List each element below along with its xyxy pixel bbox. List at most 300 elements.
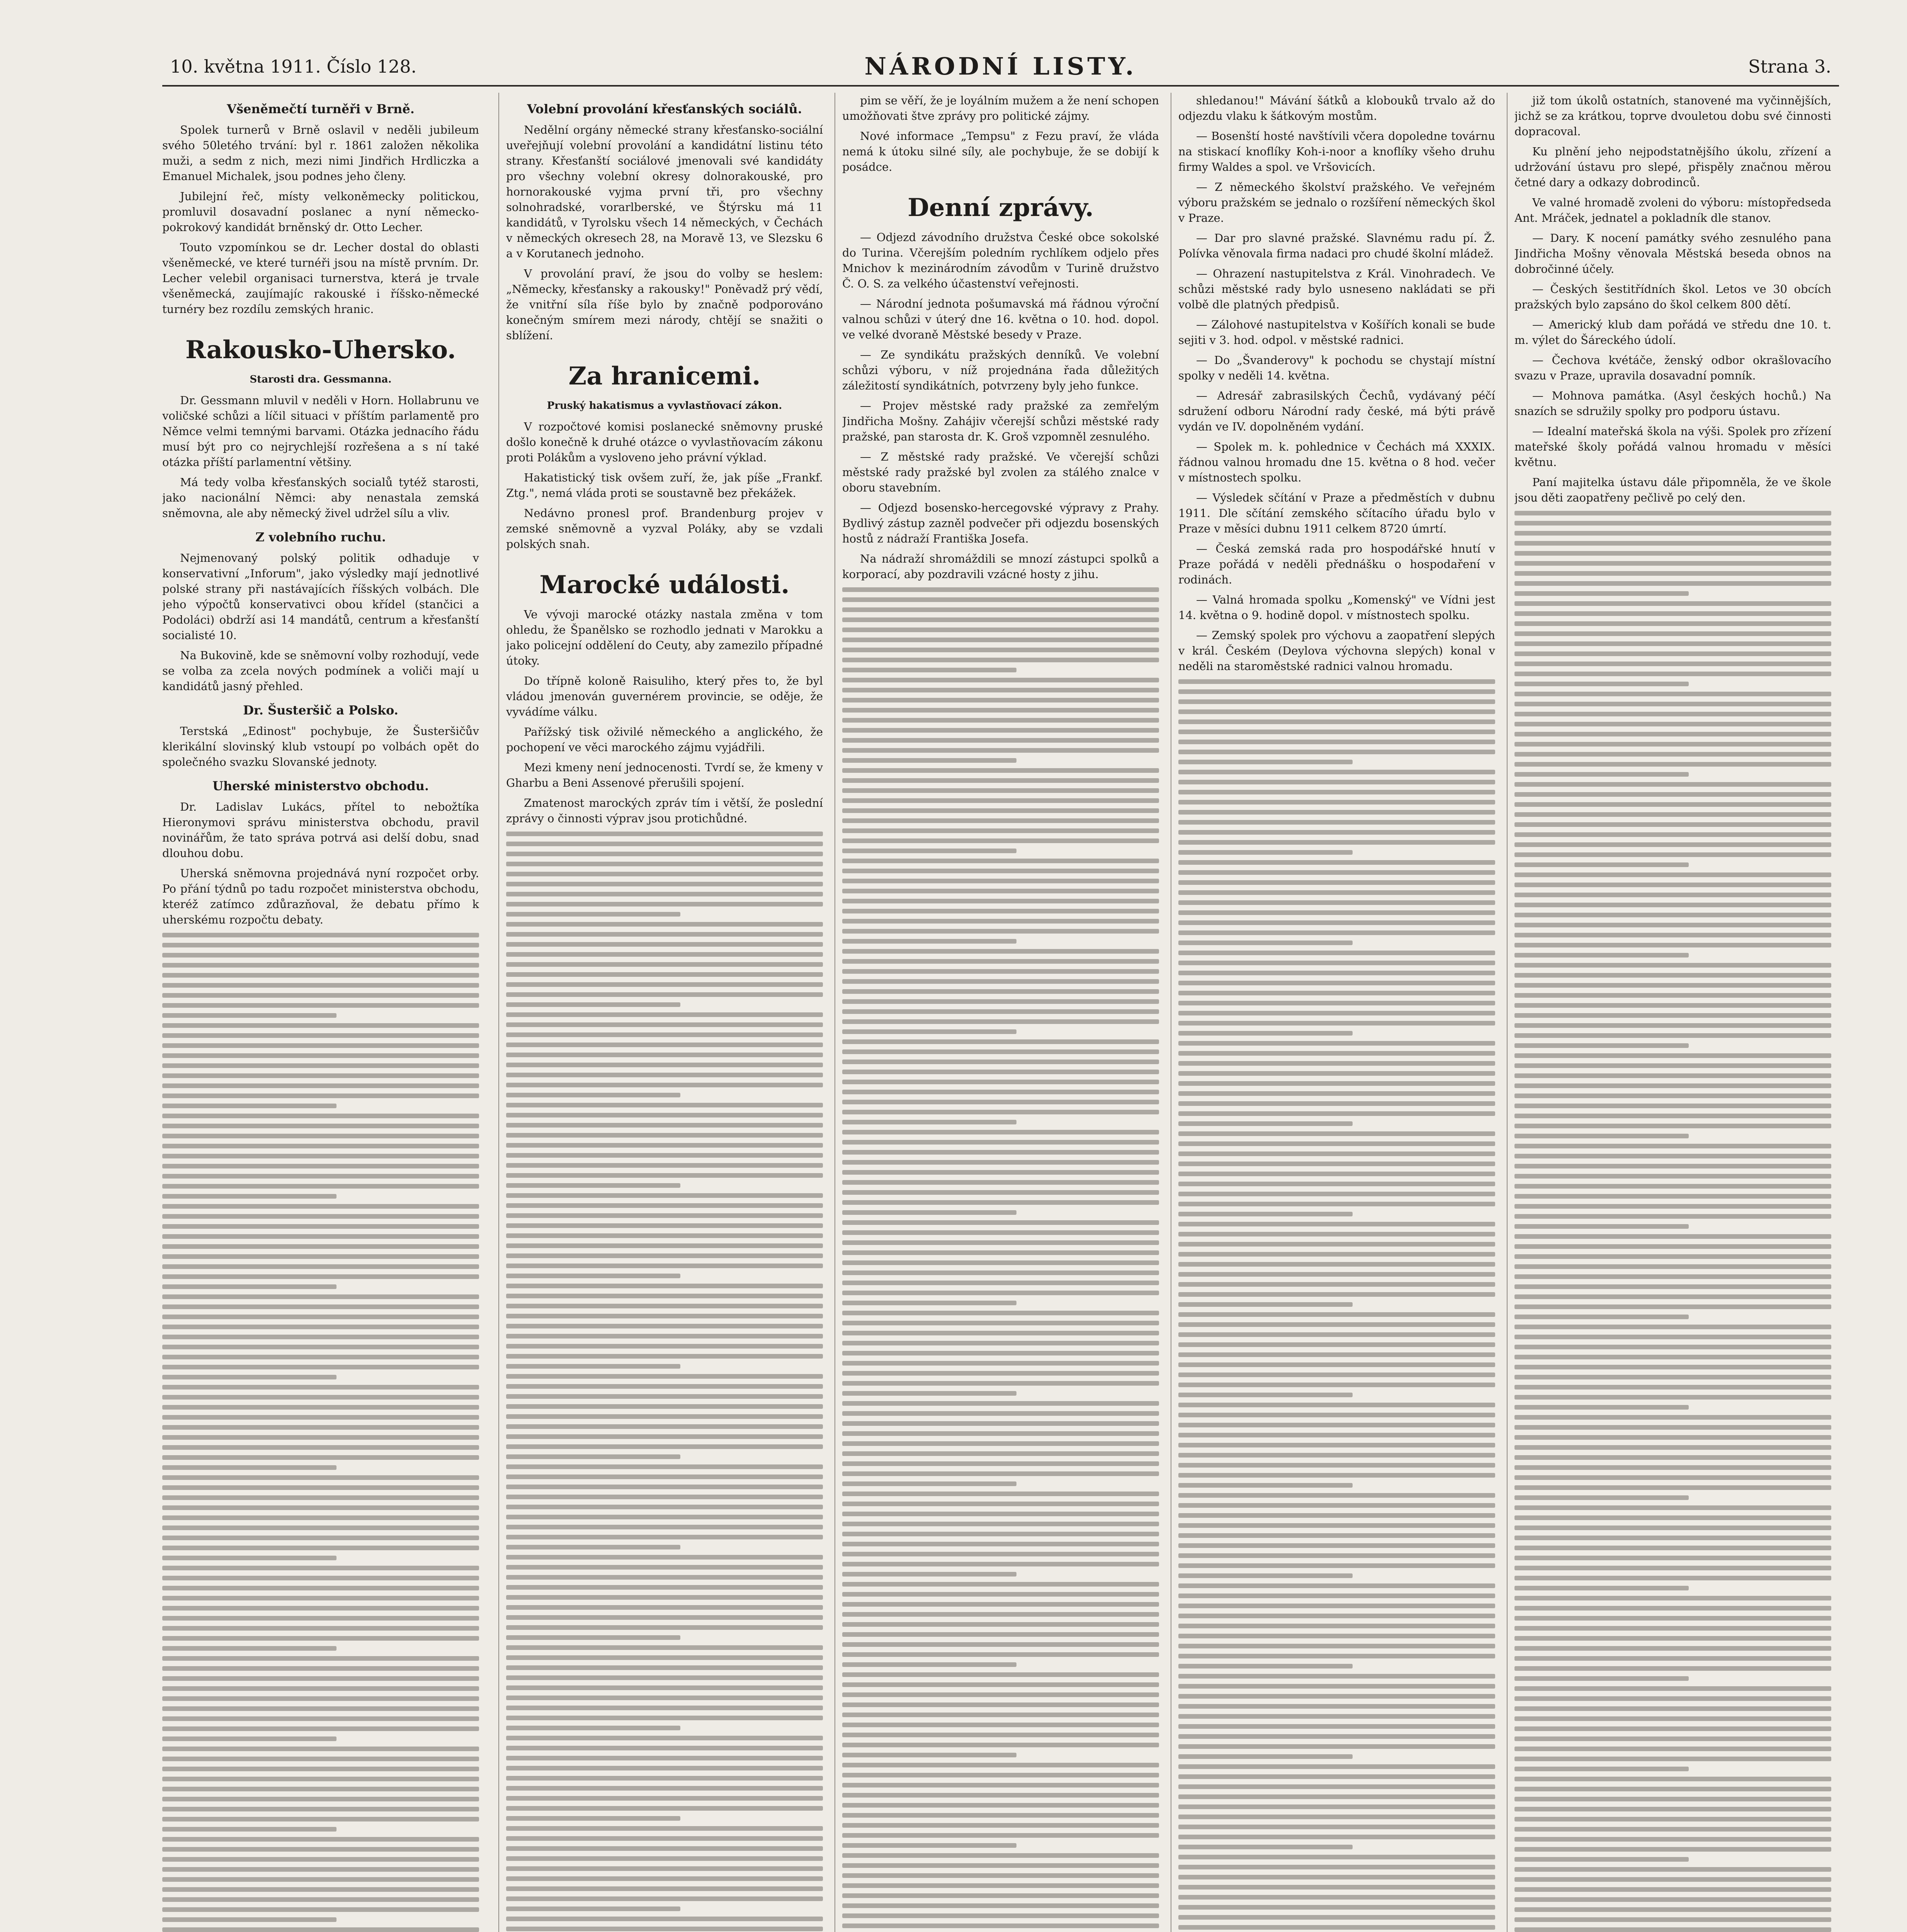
text-line xyxy=(1178,1272,1495,1277)
text-line xyxy=(506,842,823,846)
text-line xyxy=(1514,1375,1831,1379)
text-line xyxy=(506,1002,680,1007)
text-line xyxy=(842,1100,1159,1104)
text-line xyxy=(1178,820,1495,825)
article-paragraph: — Čechova kvétáče, ženský odbor okrašlovacího svazu v Praze, upravila dosavadní pomník. xyxy=(1514,354,1831,382)
text-line xyxy=(842,919,1159,923)
text-line xyxy=(1178,1654,1495,1658)
text-line xyxy=(162,1927,479,1932)
text-line xyxy=(1514,1355,1831,1359)
article-paragraph: — Odjezd závodního družstva České obce sokolské do Turina. Včerejším poledním rychlíkem odjelo přes Mnichov k mezinárodním závodům v Turině družstvo Č. O. S. za velkého účastenství veřejnosti. xyxy=(842,231,1159,290)
article-paragraph: — Projev městské rady pražské za zemřelým Jindřicha Mošny. Zahájiv včerejší schůzi městské rady pražské, pan starosta dr. K. Groš vzpomněl zesnulého. xyxy=(842,399,1159,443)
text-line xyxy=(162,1425,479,1430)
text-line xyxy=(842,1331,1159,1335)
article-heading: Dr. Šusteršič a Polsko. xyxy=(243,703,398,718)
text-line xyxy=(842,1220,1159,1225)
text-line xyxy=(842,1180,1159,1185)
text-line xyxy=(162,1837,479,1842)
text-line xyxy=(162,1184,479,1189)
text-line xyxy=(842,638,1159,642)
article-paragraph: Spolek turnerů v Brně oslavil v neděli jubileum svého 50letého trvání: byl r. 1861 založen několika muži, a sedm z nich, mezi nimi Jindřich Hrdliczka a Emanuel Michalek, jsou podnes jeho členy. xyxy=(162,123,479,183)
text-line xyxy=(1514,1284,1831,1289)
text-line xyxy=(506,1274,680,1278)
text-line xyxy=(506,1314,823,1318)
text-line xyxy=(1178,1573,1353,1578)
text-texture xyxy=(1178,679,1495,1932)
text-line xyxy=(1514,872,1831,877)
text-line xyxy=(1514,1053,1831,1058)
text-line xyxy=(842,1803,1159,1808)
text-line xyxy=(1178,1925,1495,1930)
text-line xyxy=(1178,1513,1495,1518)
text-line xyxy=(506,1043,823,1047)
article-paragraph: Mezi kmeny není jednocenosti. Tvrdí se, že kmeny v Gharbu a Beni Assenové přerušili spojení. xyxy=(506,761,823,789)
text-line xyxy=(506,1635,680,1640)
text-line xyxy=(1514,1204,1831,1209)
text-line xyxy=(162,1676,479,1681)
text-line xyxy=(162,1747,479,1751)
text-line xyxy=(1514,802,1831,807)
text-line xyxy=(162,1656,479,1661)
text-line xyxy=(1514,1033,1831,1038)
text-line xyxy=(1178,1724,1495,1729)
article-paragraph: — Idealní mateřská škola na výši. Spolek pro zřízení mateřské školy pořádá valnou hromadu v měsíci květnu. xyxy=(1514,425,1831,469)
text-line xyxy=(506,1223,823,1228)
text-line xyxy=(162,1375,337,1379)
text-line xyxy=(842,1009,1159,1014)
text-line xyxy=(842,1592,1159,1597)
text-line xyxy=(1514,1485,1831,1490)
text-line xyxy=(506,1284,823,1288)
text-line xyxy=(1178,1182,1495,1186)
text-line xyxy=(506,1294,823,1298)
text-line xyxy=(842,1913,1159,1918)
article-paragraph: Touto vzpomínkou se dr. Lecher dostal do oblasti všeněmecké, ve které turnéři jsou na místě prvním. Dr. Lecher velebil organisaci turnerstva, která je trvale všeněmecká, zaujímajíc rakouské i říšsko-německé turnéry bez rozdílu zemských hranic. xyxy=(162,241,479,316)
text-line xyxy=(1178,1895,1495,1900)
text-line xyxy=(506,1555,823,1560)
text-line xyxy=(1514,1857,1689,1862)
column-5 xyxy=(1514,93,1831,1932)
text-line xyxy=(1178,1604,1495,1608)
text-line xyxy=(842,818,1159,823)
text-line xyxy=(842,1080,1159,1084)
text-line xyxy=(506,1073,823,1077)
text-line xyxy=(162,1857,479,1862)
text-texture xyxy=(842,587,1159,1932)
text-line xyxy=(1514,1304,1831,1309)
text-line xyxy=(1178,740,1495,744)
text-line xyxy=(1514,601,1831,606)
text-line xyxy=(842,1321,1159,1325)
text-line xyxy=(1514,852,1831,857)
text-line xyxy=(1178,810,1495,815)
text-line xyxy=(162,1556,337,1560)
text-line xyxy=(842,768,1159,773)
text-line xyxy=(162,1214,479,1219)
text-line xyxy=(1514,1777,1831,1781)
text-line xyxy=(1514,1666,1831,1671)
text-line xyxy=(1178,1111,1495,1116)
text-line xyxy=(162,933,479,937)
text-line xyxy=(1514,702,1831,706)
text-line xyxy=(162,1204,479,1209)
text-line xyxy=(1178,800,1495,804)
text-line xyxy=(842,1210,1016,1215)
text-line xyxy=(1178,1172,1495,1176)
text-line xyxy=(506,1032,823,1037)
text-line xyxy=(1514,1174,1831,1179)
text-line xyxy=(1178,1011,1495,1015)
text-line xyxy=(1514,943,1831,947)
text-line xyxy=(1178,1443,1495,1447)
text-line xyxy=(162,1767,479,1771)
text-line xyxy=(506,1444,823,1449)
text-line xyxy=(506,1153,823,1158)
text-line xyxy=(506,1565,823,1570)
text-line xyxy=(1178,1423,1495,1427)
text-line xyxy=(1514,1576,1831,1580)
text-line xyxy=(842,1070,1159,1074)
text-line xyxy=(162,1465,337,1470)
text-line xyxy=(842,1291,1159,1295)
text-line xyxy=(1514,712,1831,716)
text-line xyxy=(162,1355,479,1359)
page-number: Strana 3. xyxy=(1748,56,1831,77)
text-line xyxy=(162,1847,479,1852)
text-line xyxy=(506,1374,823,1379)
text-line xyxy=(1178,1815,1495,1819)
text-line xyxy=(506,1063,823,1067)
text-line xyxy=(1178,1362,1495,1367)
text-line xyxy=(842,1883,1159,1888)
text-line xyxy=(842,849,1016,853)
article-paragraph: — Spolek m. k. pohlednice v Čechách má XXXIX. řádnou valnou hromadu dne 15. května o 8 hod. večer v místnostech spolku. xyxy=(1178,440,1495,484)
article-paragraph: Dr. Ladislav Lukács, přítel to nebožtíka Hieronymovi správu ministerstva obchodu, pravil novinářům, že tato správa potrvá asi delší dobu, snad dlouhou dobu. xyxy=(162,800,479,860)
text-line xyxy=(506,1605,823,1610)
text-line xyxy=(1514,1385,1831,1389)
text-line xyxy=(1178,790,1495,794)
text-line xyxy=(1514,792,1831,797)
article-heading: Volební provolání křesťanských sociálů. xyxy=(527,102,802,116)
text-line xyxy=(1178,679,1495,684)
text-line xyxy=(842,1793,1159,1798)
text-line xyxy=(842,1522,1159,1526)
text-line xyxy=(162,1797,479,1801)
text-line xyxy=(1514,1325,1831,1329)
article-paragraph: Ve valné hromadě zvoleni do výboru: místopředseda Ant. Mráček, jednatel a pokladník dle stanov. xyxy=(1514,196,1831,224)
text-line xyxy=(1514,1887,1831,1892)
text-line xyxy=(506,1917,823,1921)
text-line xyxy=(1514,651,1831,656)
text-line xyxy=(1178,1855,1495,1859)
text-line xyxy=(1178,1292,1495,1297)
text-line xyxy=(162,1696,479,1701)
text-line xyxy=(1514,1807,1831,1811)
text-line xyxy=(506,1906,680,1911)
text-line xyxy=(1178,1594,1495,1598)
text-line xyxy=(842,1612,1159,1617)
text-line xyxy=(162,1616,479,1621)
text-line xyxy=(506,1836,823,1841)
text-line xyxy=(1178,1684,1495,1689)
text-line xyxy=(162,1345,479,1349)
text-line xyxy=(162,1073,479,1078)
text-line xyxy=(1514,742,1831,747)
text-line xyxy=(506,1706,823,1710)
text-line xyxy=(842,808,1159,813)
text-line xyxy=(162,943,479,947)
text-line xyxy=(1514,571,1831,576)
text-line xyxy=(162,1536,479,1540)
text-line xyxy=(1514,551,1831,556)
article-paragraph: — Do „Švanderovy" k pochodu se chystají místní spolky v neděli 14. května. xyxy=(1178,354,1495,382)
newspaper-title: NÁRODNÍ LISTY. xyxy=(864,52,1137,80)
text-line xyxy=(506,1806,823,1811)
text-line xyxy=(842,738,1159,743)
text-line xyxy=(162,1104,337,1108)
text-line xyxy=(1514,1395,1831,1400)
text-line xyxy=(842,969,1159,974)
text-line xyxy=(506,1675,823,1680)
text-line xyxy=(506,1404,823,1409)
text-line xyxy=(1514,1556,1831,1560)
column-4 xyxy=(1178,93,1495,1932)
text-line xyxy=(1514,1736,1831,1741)
text-line xyxy=(506,1334,823,1338)
text-line xyxy=(162,1294,479,1299)
text-line xyxy=(1178,1252,1495,1257)
text-line xyxy=(1514,1696,1831,1701)
text-line xyxy=(1514,1505,1831,1510)
text-line xyxy=(1514,832,1831,837)
text-line xyxy=(842,1743,1159,1747)
text-line xyxy=(842,939,1016,944)
text-line xyxy=(842,1692,1159,1697)
text-line xyxy=(1178,1825,1495,1829)
text-line xyxy=(1514,541,1831,546)
text-line xyxy=(842,1873,1159,1878)
text-line xyxy=(1514,1636,1831,1641)
column-divider xyxy=(498,93,499,1932)
text-line xyxy=(506,1726,680,1730)
text-line xyxy=(1178,1774,1495,1779)
text-line xyxy=(162,1706,479,1711)
text-line xyxy=(842,728,1159,733)
text-line xyxy=(162,1867,479,1872)
text-line xyxy=(1514,1224,1689,1229)
text-line xyxy=(842,597,1159,602)
text-line xyxy=(1178,991,1495,995)
text-line xyxy=(842,999,1159,1004)
text-line xyxy=(842,1923,1159,1928)
text-line xyxy=(506,1103,823,1107)
text-line xyxy=(506,1876,823,1881)
text-line xyxy=(1514,591,1689,596)
text-line xyxy=(1178,1232,1495,1236)
text-line xyxy=(1514,521,1831,526)
text-line xyxy=(1514,1184,1831,1189)
text-line xyxy=(1178,1312,1495,1317)
text-line xyxy=(506,1012,823,1017)
text-texture xyxy=(1514,511,1831,1932)
text-line xyxy=(506,852,823,856)
text-line xyxy=(842,1049,1159,1054)
text-line xyxy=(842,1481,1016,1486)
text-line xyxy=(1178,760,1353,764)
text-line xyxy=(1178,1734,1495,1739)
text-line xyxy=(506,1505,823,1509)
text-line xyxy=(506,902,823,906)
text-line xyxy=(1514,993,1831,998)
text-line xyxy=(1514,1335,1831,1339)
article-paragraph: pim se věří, že je loyálním mužem a že není schopen umožňovati štve zprávy pro politické zájmy. xyxy=(842,94,1159,122)
text-line xyxy=(842,959,1159,964)
article-heading: Z volebního ruchu. xyxy=(255,530,386,544)
text-line xyxy=(842,1090,1159,1094)
article-paragraph: — Zemský spolek pro výchovu a zaopatření slepých v král. Českém (Deylova výchovna slepých) konal v neděli na staroměstské radnici valnou hromadu. xyxy=(1178,629,1495,673)
text-line xyxy=(1178,1162,1495,1166)
text-line xyxy=(1514,1345,1831,1349)
article-paragraph: — Dary. K nocení památky svého zesnulého pana Jindřicha Mošny věnovala Městská beseda obnos na dobročinné účely. xyxy=(1514,231,1831,276)
text-line xyxy=(1514,611,1831,616)
text-line xyxy=(1178,1614,1495,1618)
article-paragraph: — Ohrazení nastupitelstva z Král. Vinohradech. Ve schůzi městské rady bylo usneseno nakládati se při volbě dle platných předpisů. xyxy=(1178,267,1495,311)
text-line xyxy=(1178,951,1495,955)
text-line xyxy=(506,1766,823,1770)
text-line xyxy=(506,1545,680,1549)
text-line xyxy=(506,1394,823,1399)
article-paragraph: Dr. Gessmann mluvil v neděli v Horn. Hollabrunu ve voličské schůzi a líčil situaci v příštím parlamentě pro Němce velmi temnými barvami. Otázka jednacího řádu musí být pro co nejrychlejší rozřešena a s ní také otázka příští parlamentní většiny. xyxy=(162,394,479,469)
text-line xyxy=(842,1632,1159,1637)
text-line xyxy=(1514,1646,1831,1651)
text-line xyxy=(1178,920,1495,925)
text-line xyxy=(842,1723,1159,1727)
text-line xyxy=(162,1827,337,1832)
text-line xyxy=(842,1823,1159,1828)
text-line xyxy=(842,1843,1016,1848)
article-paragraph: již tom úkolů ostatních, stanovené ma vyčinnějších, jichž se za krátkou, toprve dvouletou dobu své činnosti dopracoval. xyxy=(1514,94,1831,138)
text-line xyxy=(1178,1523,1495,1528)
text-line xyxy=(842,879,1159,883)
article-paragraph: — Dar pro slavné pražské. Slavnému radu pí. Ž. Polívka věnovala firma nadaci pro chudé školní mládež. xyxy=(1178,231,1495,260)
text-line xyxy=(506,862,823,866)
article-paragraph: Paní majitelka ústavu dále připomněla, že ve škole jsou děti zaopatřeny pečlivě po celý den. xyxy=(1514,476,1831,504)
text-line xyxy=(1514,1907,1831,1912)
article-paragraph: Nedávno pronesl prof. Brandenburg projev v zemské sněmovně a vyzval Poláky, aby se vzdali polských snah. xyxy=(506,507,823,551)
text-line xyxy=(162,1626,479,1631)
text-line xyxy=(1514,1214,1831,1219)
text-line xyxy=(506,1143,823,1148)
article-paragraph: — Zálohové nastupitelstva v Košířích konali se bude sejiti v 3. hod. odpol. v městské radnici. xyxy=(1178,318,1495,347)
article-paragraph: — Adresář zabrasilských Čechů, vydávaný péčí sdružení odboru Národní rady české, má býti právě vydán ve IV. dopolněném vydání. xyxy=(1178,389,1495,433)
text-line xyxy=(1514,1536,1831,1540)
text-line xyxy=(506,992,823,997)
text-line xyxy=(506,1625,823,1630)
text-line xyxy=(842,1733,1159,1737)
text-line xyxy=(1178,1553,1495,1558)
text-line xyxy=(162,1686,479,1691)
text-line xyxy=(162,1053,479,1058)
text-line xyxy=(1514,682,1689,686)
text-line xyxy=(842,718,1159,723)
text-line xyxy=(1178,1915,1495,1920)
text-line xyxy=(506,1083,823,1087)
text-line xyxy=(506,1093,680,1097)
text-line xyxy=(1178,870,1495,875)
text-line xyxy=(506,982,823,987)
text-line xyxy=(506,1595,823,1600)
text-line xyxy=(1178,981,1495,985)
text-line xyxy=(842,1240,1159,1245)
text-line xyxy=(842,1753,1016,1757)
text-line xyxy=(1514,1927,1831,1932)
text-line xyxy=(506,1304,823,1308)
text-line xyxy=(1178,1342,1495,1347)
text-line xyxy=(506,1685,823,1690)
text-line xyxy=(1514,1716,1831,1721)
text-line xyxy=(1178,1483,1353,1488)
text-line xyxy=(842,1672,1159,1677)
text-line xyxy=(1178,1081,1495,1086)
text-line xyxy=(842,1853,1159,1858)
text-line xyxy=(1514,1154,1831,1158)
text-line xyxy=(1514,722,1831,726)
article-paragraph: Pařížský tisk oživilé německého a anglického, že pochopení ve věci marockého zájmu vyjádřili. xyxy=(506,725,823,754)
text-line xyxy=(1178,1091,1495,1096)
text-line xyxy=(1514,772,1689,777)
text-line xyxy=(506,1585,823,1590)
text-line xyxy=(842,989,1159,994)
text-line xyxy=(506,1133,823,1138)
text-line xyxy=(162,1033,479,1038)
text-line xyxy=(162,1787,479,1791)
text-line xyxy=(1514,1475,1831,1480)
text-line xyxy=(1178,1101,1495,1106)
text-line xyxy=(506,1826,823,1831)
text-line xyxy=(506,1866,823,1871)
text-line xyxy=(1178,689,1495,694)
text-line xyxy=(1178,1634,1495,1638)
text-line xyxy=(842,929,1159,934)
text-line xyxy=(1178,971,1495,975)
text-line xyxy=(842,607,1159,612)
text-line xyxy=(842,1662,1016,1667)
text-line xyxy=(162,1254,479,1259)
text-line xyxy=(162,1385,479,1389)
text-line xyxy=(162,1646,337,1651)
text-line xyxy=(1514,1023,1831,1028)
text-line xyxy=(842,1492,1159,1496)
masthead xyxy=(162,39,1839,87)
text-line xyxy=(162,963,479,968)
text-line xyxy=(506,1364,680,1369)
text-line xyxy=(1514,511,1831,515)
text-line xyxy=(1178,1061,1495,1066)
article-paragraph: Hakatistický tisk ovšem zuří, že, jak píše „Frankf. Ztg.", nemá vláda proti se soustavně bez překážek. xyxy=(506,471,823,500)
text-line xyxy=(1178,1282,1495,1287)
text-line xyxy=(842,1260,1159,1265)
text-line xyxy=(1178,900,1495,905)
text-line xyxy=(506,1454,680,1459)
text-line xyxy=(1514,1063,1831,1068)
text-line xyxy=(506,1475,823,1479)
text-line xyxy=(842,828,1159,833)
text-line xyxy=(842,1471,1159,1476)
text-line xyxy=(1178,1624,1495,1628)
text-line xyxy=(162,1023,479,1028)
text-line xyxy=(842,1602,1159,1607)
text-line xyxy=(1178,1212,1353,1216)
